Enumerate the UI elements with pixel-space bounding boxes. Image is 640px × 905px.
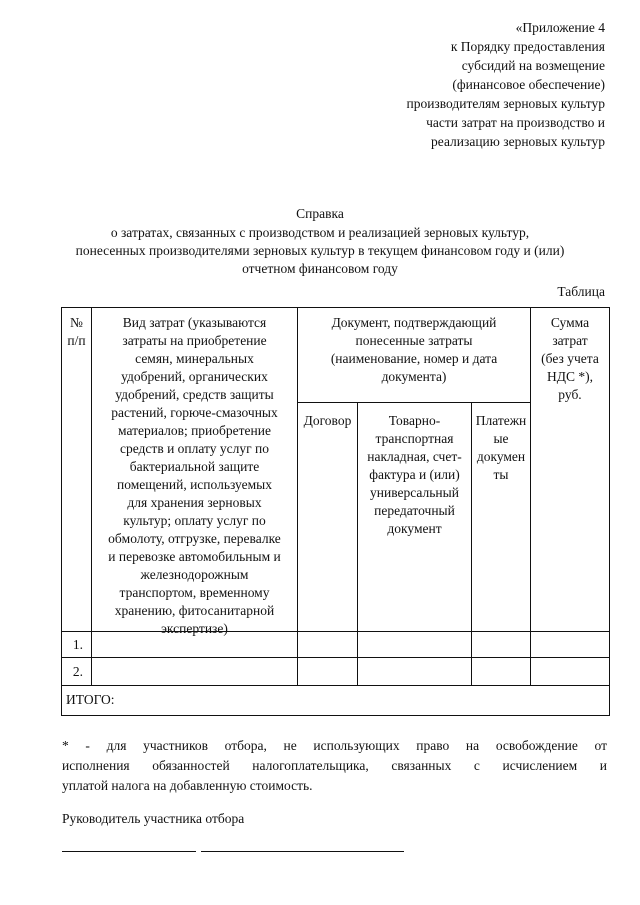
column-header-text: материалов; приобретение [118,423,271,438]
column-header-sum [531,314,609,404]
column-header-text: и перевозке автомобильным и [108,549,281,564]
column-header-text: ые [493,431,509,446]
footnote-line: уплатой налога на добавленную стоимость. [62,778,313,793]
column-header-text: затраты на приобретение [122,333,267,348]
document-title: Справка [296,206,344,221]
footnote [62,736,607,796]
column-header-text: удобрений, органических [121,369,268,384]
column-header-text: Платежн [475,413,527,428]
column-header-text: семян, минеральных [135,351,254,366]
column-header-text: Товарно- [388,413,441,428]
document-subtitle-line: понесенных производителями зерновых культур в текущем финансовом году и (или) [75,243,565,258]
column-header-text: накладная, счет- [367,449,462,464]
footnote-line: исполнения обязанностей налогоплательщика, связанных с исчислением и [62,758,607,773]
column-header-text: понесенные затраты [355,333,473,348]
column-header-text: документ [387,521,442,536]
column-header-text: документа) [381,369,447,384]
column-header-text: Сумма [550,315,590,330]
column-header-text: обмолоту, отгрузке, перевалке [108,531,281,546]
table-row-number [61,663,92,681]
column-header-number [61,314,92,350]
signature-name-line [201,851,404,852]
annex-line: (финансовое обеспечение) [452,77,605,92]
table-row-line [61,657,610,658]
table-border-right [609,307,610,716]
annex-header [345,18,605,151]
column-header-text: универсальный [370,485,459,500]
annex-line: к Порядку предоставления [450,39,605,54]
annex-line: «Приложение 4 [515,20,605,35]
column-header-text: № [70,315,83,330]
column-header-text: удобрений, средств защиты [115,387,274,402]
column-header-text: руб. [558,387,582,402]
signature-label: Руководитель участника отбора [62,811,245,826]
column-header-text: железнодорожным [140,567,249,582]
table-row-line [61,685,610,686]
column-header-text: транспортная [375,431,454,446]
document-subtitle-line: отчетном финансовом году [242,261,398,276]
annex-line: реализацию зерновых культур [431,134,605,149]
column-header-text: (наименование, номер и дата [330,351,498,366]
column-header-text: для хранения зерновых [127,495,262,510]
column-header-document [298,314,530,386]
column-header-text: ты [493,467,509,482]
column-header-text: средств и оплату услуг по [120,441,269,456]
signature-line [62,851,196,852]
column-header-text: докумен [476,449,526,464]
column-header-payment [472,412,530,484]
column-header-text: НДС *), [547,369,593,384]
column-header-text: Вид затрат (указываются [122,315,267,330]
annex-line: производителям зерновых культур [406,96,605,111]
table-subheader-line [297,402,530,403]
column-header-text: затрат [552,333,588,348]
table-border-top [61,307,610,308]
column-header-text: п/п [67,333,86,348]
column-header-text: культур; оплату услуг по [123,513,266,528]
column-header-text: Документ, подтверждающий [331,315,497,330]
column-header-text: транспортом, временному [119,585,270,600]
table-row-number [61,636,92,654]
column-header-text: экспертизе) [161,621,228,636]
document-subtitle-line: о затратах, связанных с производством и реализацией зерновых культур, [110,225,530,240]
table-border-bottom [61,715,610,716]
column-header-waybill [358,412,471,538]
table-total-label: ИТОГО: [66,692,115,707]
column-header-text: растений, горюче-смазочных [111,405,278,420]
table-border-left [61,307,62,716]
column-header-contract [298,412,357,430]
column-header-text: помещений, используемых [117,477,272,492]
column-header-text: Договор [303,413,352,428]
row-number-text: 1. [72,637,83,652]
column-header-cost-type [92,314,297,638]
column-header-text: хранению, фитосанитарной [114,603,275,618]
column-header-text: фактура и (или) [369,467,460,482]
column-header-text: (без учета [541,351,599,366]
annex-line: части затрат на производство и [426,115,605,130]
table-label: Таблица [557,284,605,299]
row-number-text: 2. [72,664,83,679]
column-header-text: бактериальной защите [129,459,260,474]
footnote-line: * - для участников отбора, не использующих право на освобождение от [62,738,607,753]
annex-line: субсидий на возмещение [461,58,605,73]
column-header-text: передаточный [374,503,455,518]
